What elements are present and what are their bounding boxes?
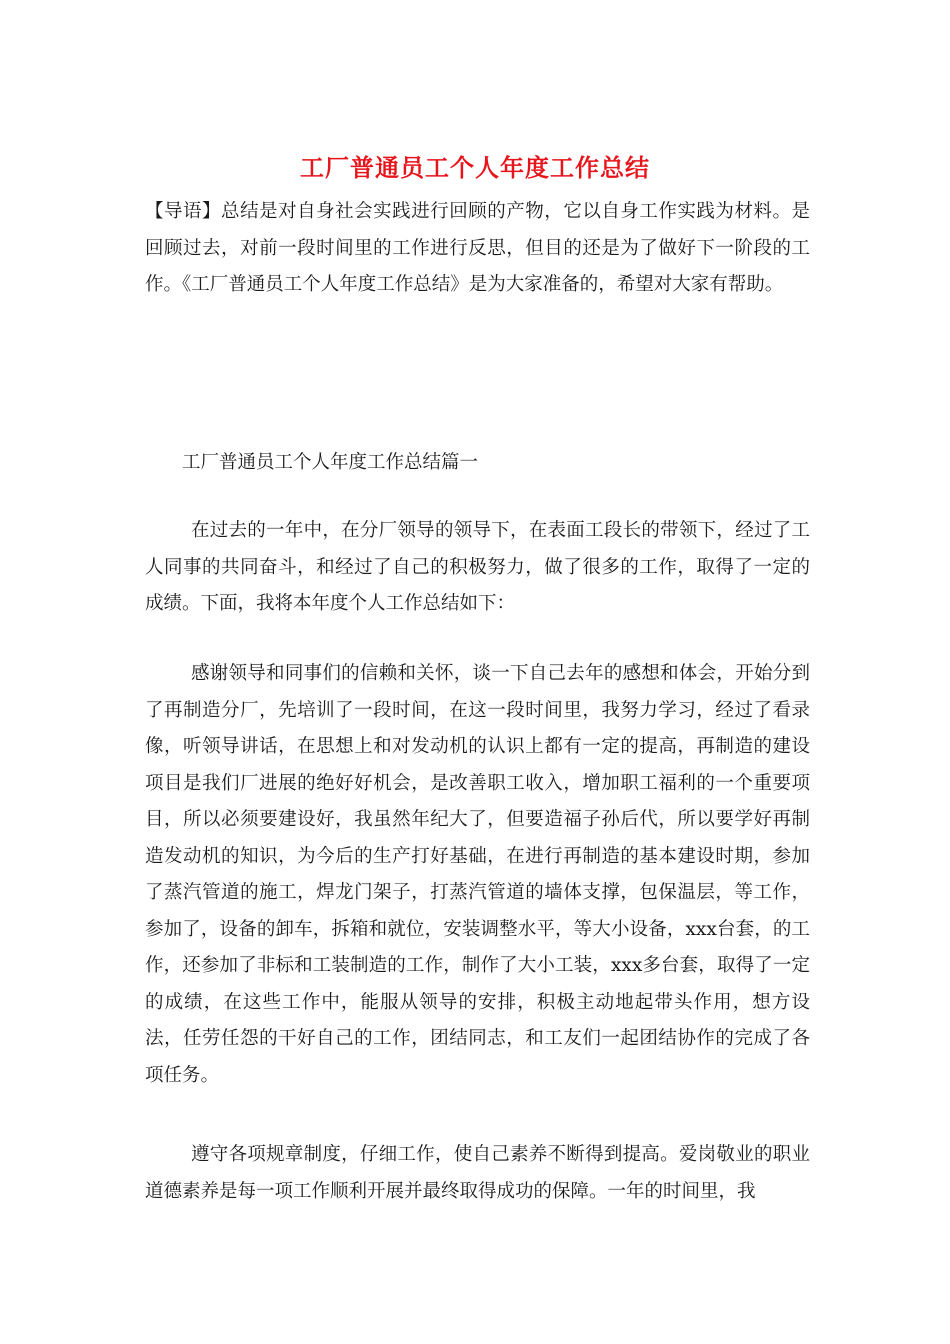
document-title: 工厂普通员工个人年度工作总结 xyxy=(300,153,650,182)
body-paragraph-2: 感谢领导和同事们的信赖和关怀，谈一下自己去年的感想和体会，开始分到了再制造分厂，先培训了一段时间，在这一段时间里，我努力学习，经过了看录像，听领导讲话，在思想上和对发动机的认识上都有一定的提高，再制造的建设项目是我们厂进展的绝好好机会，是改善职工收入，增加职工福利的一个重要项目，所以必须要建设好，我虽然年纪大了，但要造福子孙后代，所以要学好再制造发动机的知识，为今后的生产打好基础，在进行再制造的基本建设时期，参加了蒸汽管道的施工，焊龙门架子，打蒸汽管道的墙体支撑，包保温层，等工作，参加了，设备的卸车，拆箱和就位，安装调整水平，等大小设备，xxx台套，的工作，还参加了非标和工装制造的工作，制作了大小工装，xxx多台套，取得了一定的成绩，在这些工作中，能服从领导的安排，积极主动地起带头作用，想方设法，任劳任怨的干好自己的工作，团结同志，和工友们一起团结协作的完成了各项任务。 xyxy=(145,663,810,1086)
body-paragraph-3: 遵守各项规章制度，仔细工作，使自己素养不断得到提高。爱岗敬业的职业道德素养是每一项工作顺利开展并最终取得成功的保障。一年的时间里，我 xyxy=(145,1144,810,1202)
section-heading: 工厂普通员工个人年度工作总结篇一 xyxy=(182,452,479,473)
body-paragraph-1: 在过去的一年中，在分厂领导的领导下，在表面工段长的带领下，经过了工人同事的共同奋斗，和经过了自己的积极努力，做了很多的工作，取得了一定的成绩。下面，我将本年度个人工作总结如下： xyxy=(145,520,810,614)
intro-paragraph: 【导语】总结是对自身社会实践进行回顾的产物，它以自身工作实践为材料。是回顾过去，对前一段时间里的工作进行反思，但目的还是为了做好下一阶段的工作。《工厂普通员工个人年度工作总结》是为大家准备的，希望对大家有帮助。 xyxy=(145,201,810,295)
